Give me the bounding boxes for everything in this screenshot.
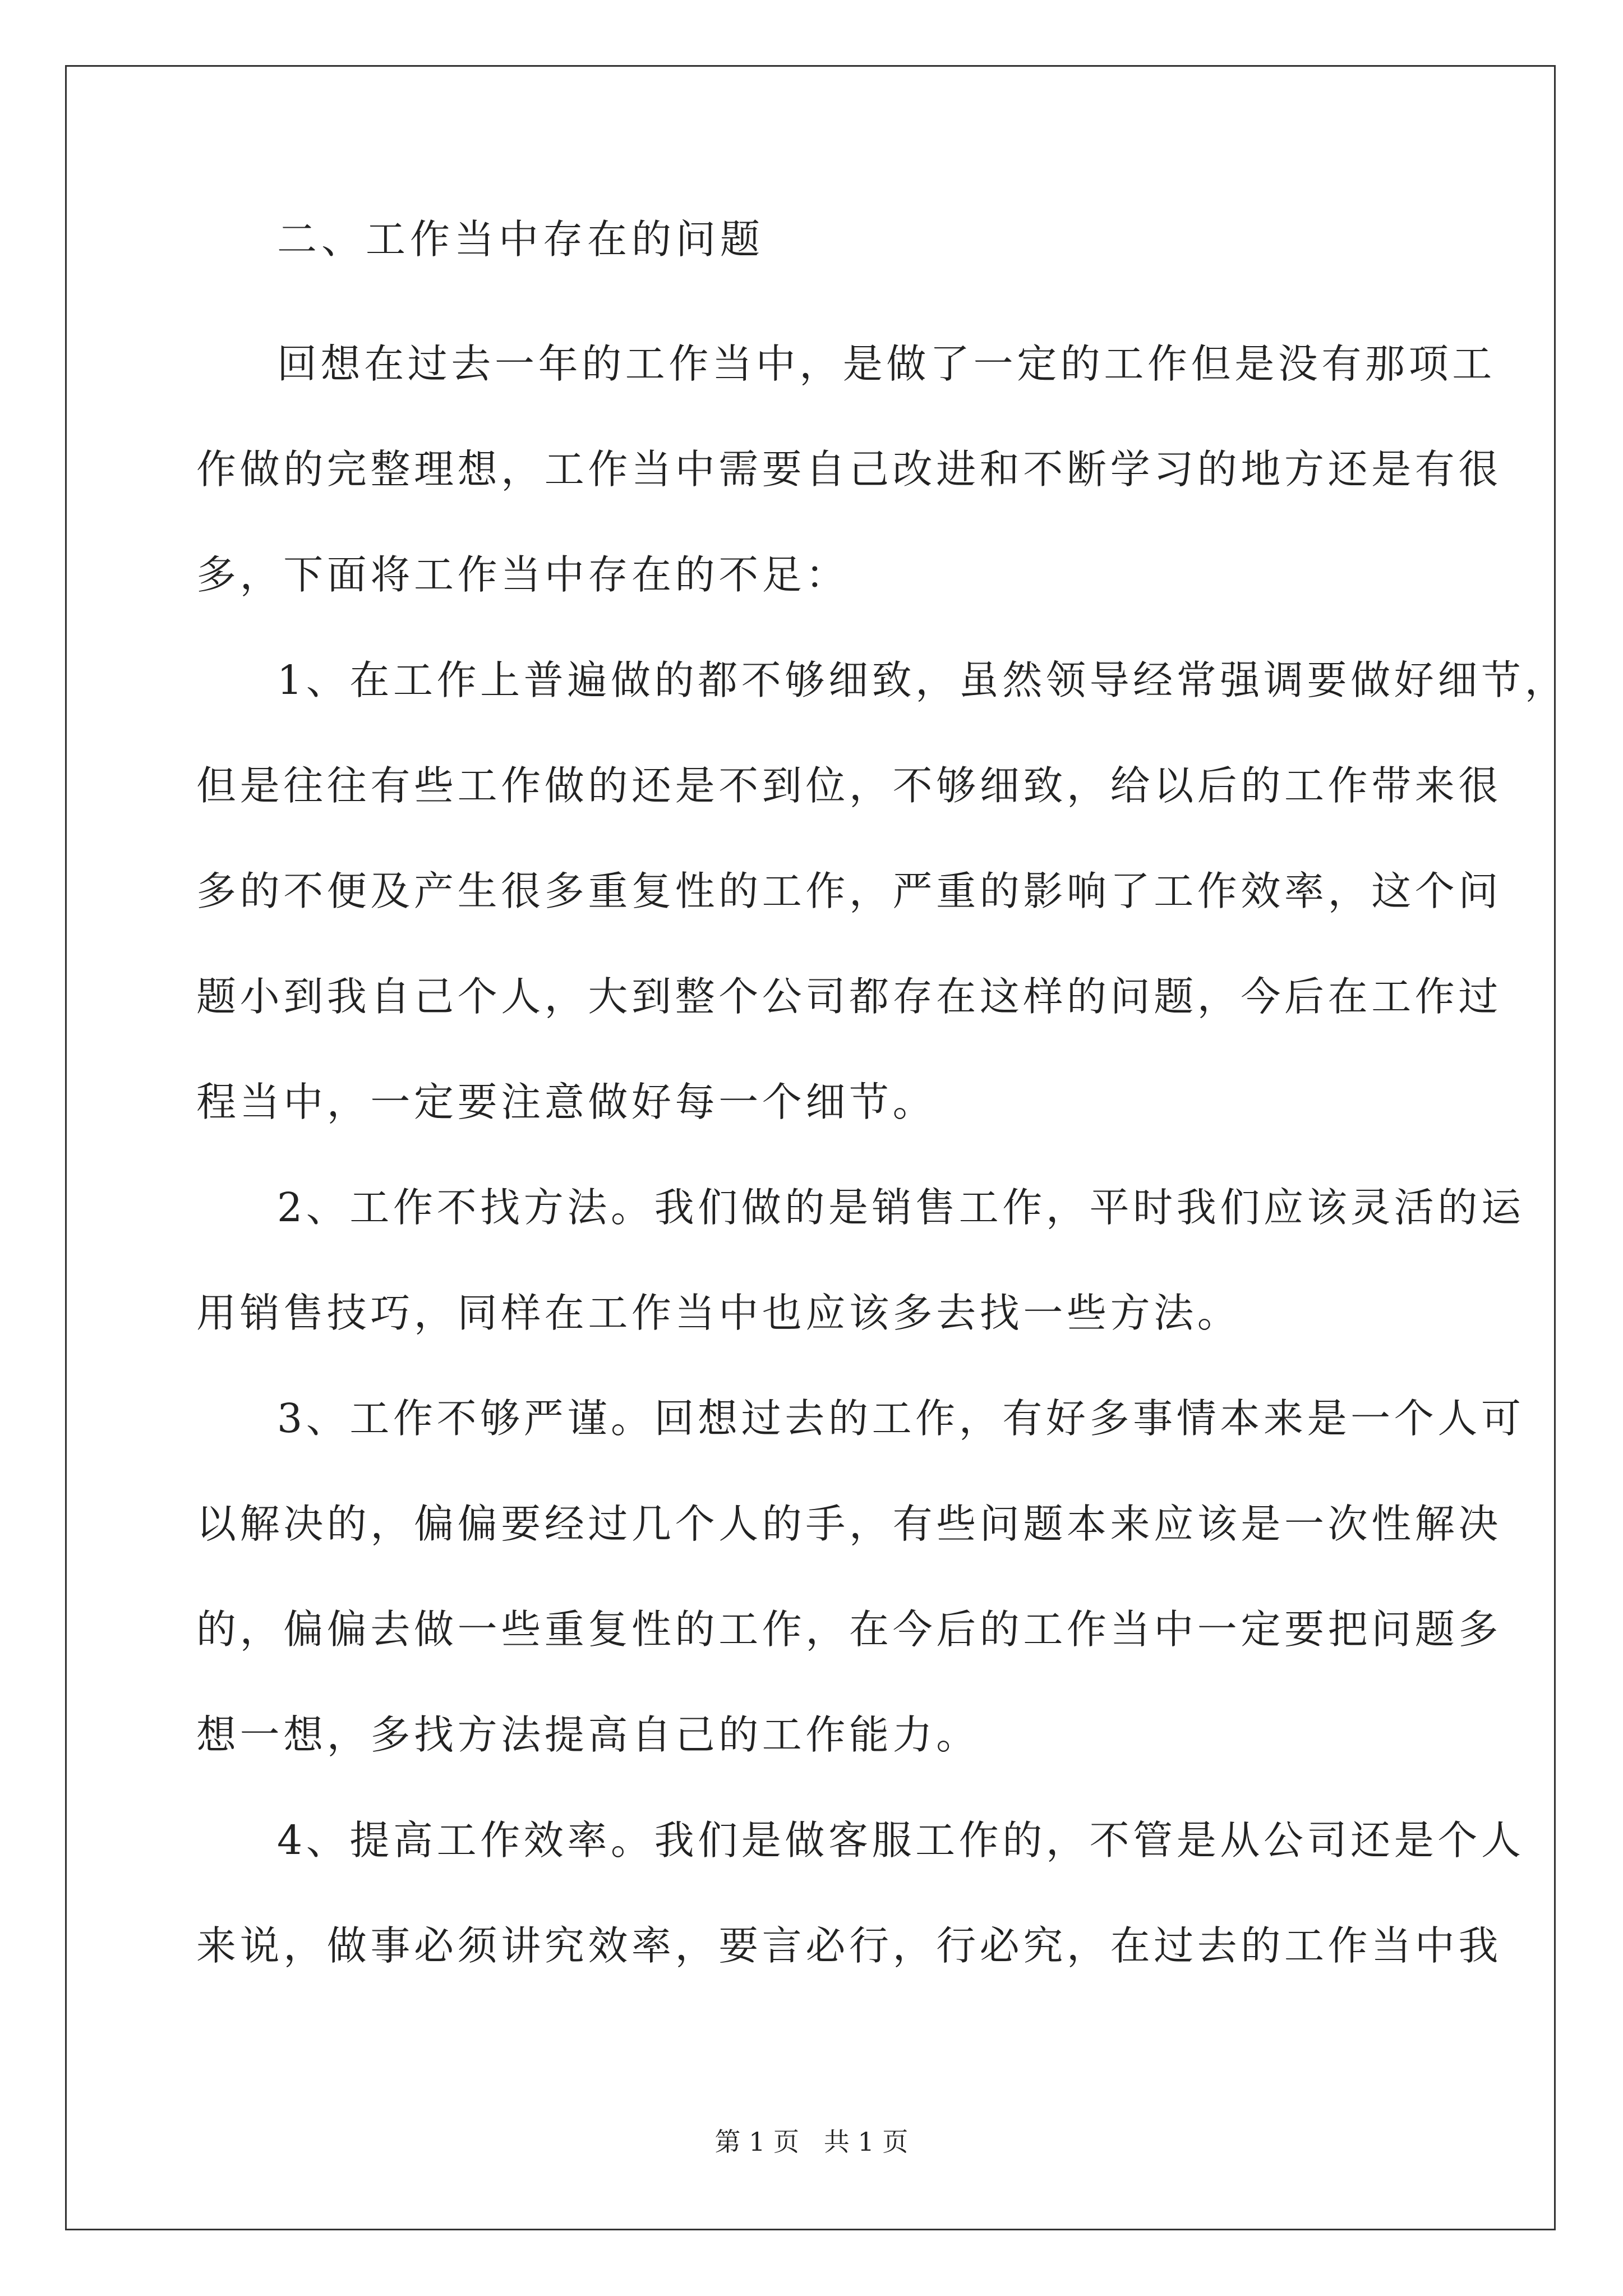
- paragraph-line: 用销售技巧，同样在工作当中也应该多去找一些方法。: [196, 1290, 1241, 1336]
- paragraph-line: 程当中，一定要注意做好每一个细节。: [196, 1079, 937, 1125]
- paragraph-line: 2、工作不找方法。我们做的是销售工作，平时我们应该灵活的运: [277, 1184, 1525, 1231]
- paragraph-line: 多，下面将工作当中存在的不足：: [196, 551, 850, 598]
- paragraph-line: 作做的完整理想，工作当中需要自己改进和不断学习的地方还是有很: [196, 446, 1502, 493]
- paragraph-line: 以解决的，偏偏要经过几个人的手，有些问题本来应该是一次性解决: [196, 1501, 1502, 1547]
- paragraph-line: 4、提高工作效率。我们是做客服工作的，不管是从公司还是个人: [277, 1817, 1525, 1864]
- paragraph-line: 1、在工作上普遍做的都不够细致，虽然领导经常强调要做好细节，: [277, 657, 1569, 703]
- paragraph-line: 来说，做事必须讲究效率，要言必行，行必究，在过去的工作当中我: [196, 1922, 1502, 1969]
- paragraph-line: 题小到我自己个人，大到整个公司都存在这样的问题，今后在工作过: [196, 973, 1502, 1020]
- paragraph-line: 想一想，多找方法提高自己的工作能力。: [196, 1711, 980, 1758]
- paragraph-line: 但是往往有些工作做的还是不到位，不够细致，给以后的工作带来很: [196, 762, 1502, 809]
- paragraph-line: 3、工作不够严谨。回想过去的工作，有好多事情本来是一个人可: [277, 1395, 1525, 1442]
- paragraph-line: 回想在过去一年的工作当中，是做了一定的工作但是没有那项工: [277, 341, 1496, 387]
- section-heading: 二、工作当中存在的问题: [277, 216, 765, 263]
- paragraph-line: 的，偏偏去做一些重复性的工作，在今后的工作当中一定要把问题多: [196, 1606, 1502, 1653]
- paragraph-line: 多的不便及产生很多重复性的工作，严重的影响了工作效率，这个问: [196, 868, 1502, 914]
- page-number-footer: 第 1 页 共 1 页: [714, 2127, 909, 2157]
